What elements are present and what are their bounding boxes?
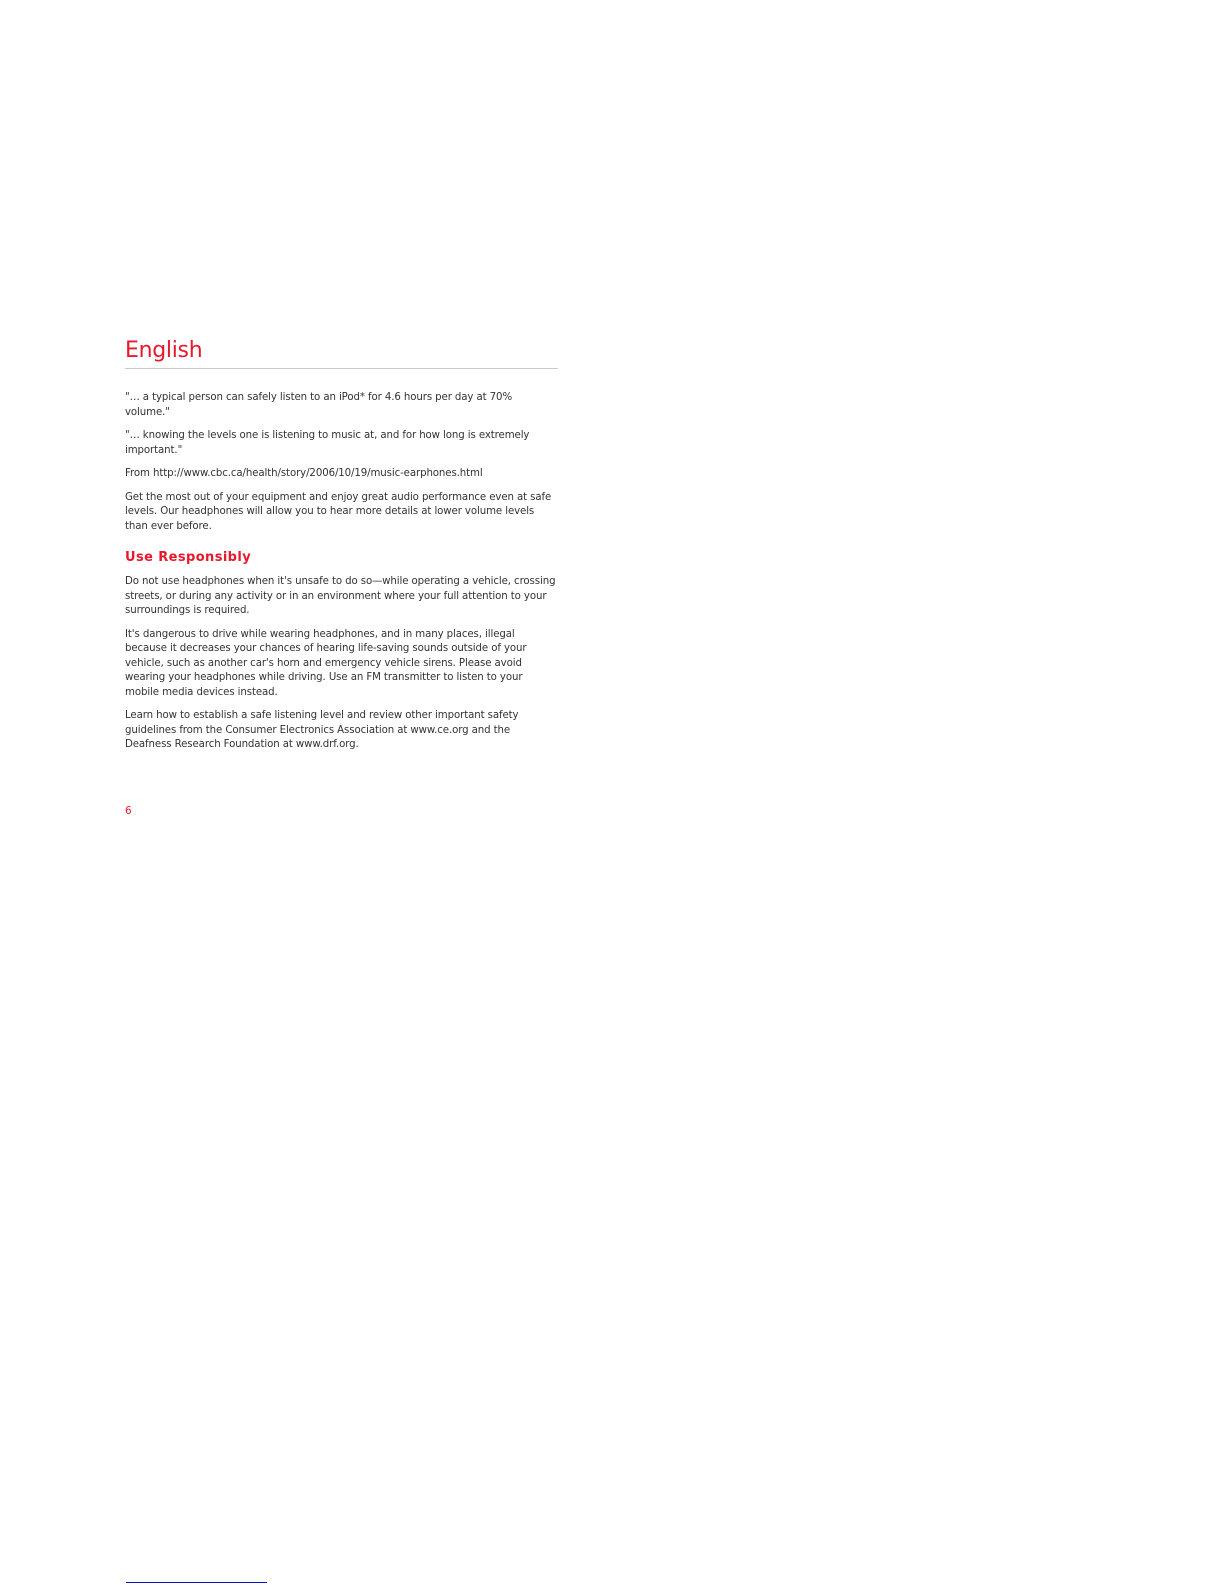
section-title: English [125,338,203,363]
intro-paragraph: Get the most out of your equipment and enjoy great audio performance even at safe levels. Our headphones will allow you to hear more details at lower volume levels than ever before. [125,491,552,532]
source-paragraph: From http://www.cbc.ca/health/story/2006/10/19/music-earphones.html [125,468,483,479]
title-divider [125,368,558,369]
footer-link-underline [126,1582,267,1583]
body-paragraph: Learn how to establish a safe listening level and review other important safety guidelines from the Consumer Electronics Association at www.ce.org and the Deafness Research Foundation at www.drf.org. [125,710,519,750]
page-number: 6 [125,805,132,817]
document-content [125,337,558,762]
body-paragraph: Do not use headphones when it's unsafe to do so—while operating a vehicle, crossing streets, or during any activity or in an environment where your full attention to your surroundings is required. [125,576,556,616]
body-paragraph: It's dangerous to drive while wearing headphones, and in many places, illegal because it decreases your chances of hearing life-saving sounds outside of your vehicle, such as another car's horn and emergency vehicle sirens. Please avoid wearing your headphones while driving. Use an FM transmitter to listen to your mobile media devices instead. [125,628,527,698]
quote-paragraph: "… knowing the levels one is listening to music at, and for how long is extremely important." [125,430,530,456]
subsection-title: Use Responsibly [125,550,252,565]
quote-paragraph: "… a typical person can safely listen to an iPod* for 4.6 hours per day at 70% volume." [125,392,513,418]
